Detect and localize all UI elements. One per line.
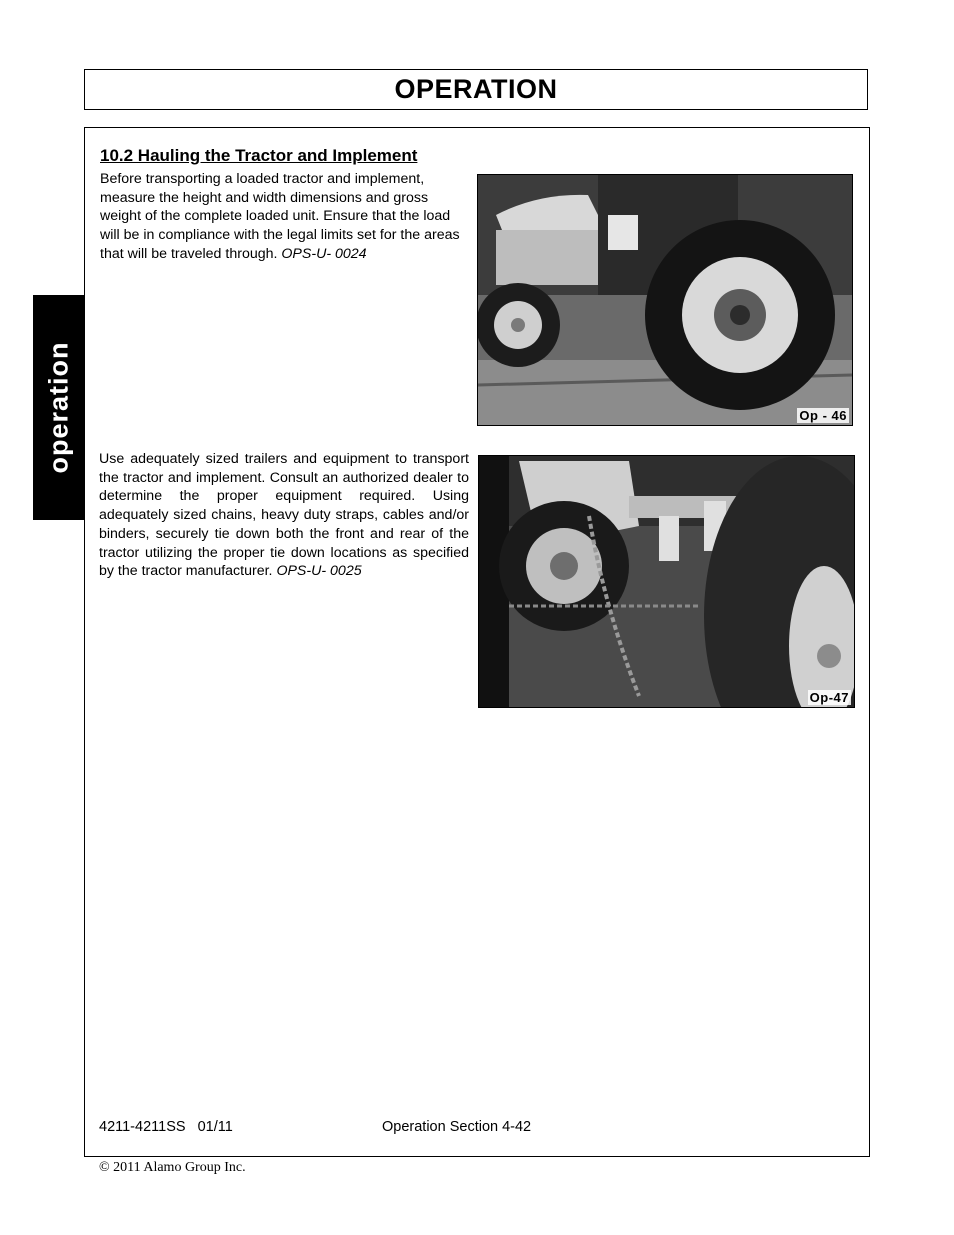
figure-label: Op-47: [809, 690, 849, 705]
tie-down-photo-illustration: [479, 456, 854, 707]
side-tab: [33, 295, 84, 520]
side-tab-label: operation: [43, 341, 74, 474]
reference-code: OPS-U- 0024: [281, 245, 367, 262]
paragraph-text: Use adequately sized trailers and equipment to transport the tractor and implement. Consult an authorized dealer to determine the proper equipment required. Using adequately sized chains, heavy duty straps, cables and/or binders, securely tie down both the front and rear of the tractor utilizing the proper tie down locations as specified by the tractor manufacturer.: [99, 451, 469, 580]
page-title: OPERATION: [394, 74, 558, 104]
tractor-photo-illustration: [478, 175, 852, 425]
copyright-notice: © 2011 Alamo Group Inc.: [99, 1160, 246, 1175]
header-box: [84, 69, 868, 110]
section-heading: 10.2 Hauling the Tractor and Implement: [100, 146, 418, 165]
footer-page-number: Operation Section 4-42: [382, 1119, 532, 1135]
footer-model-date: 4211-4211SS 01/11: [99, 1119, 233, 1135]
paragraph-text: Before transporting a loaded tractor and implement, measure the height and width dimensions and gross weight of the complete loaded unit. Ensure that the load will be in compliance with the legal limits set for the areas that will be traveled through.: [100, 171, 460, 262]
figure-label: Op - 46: [799, 408, 847, 423]
reference-code: OPS-U- 0025: [276, 563, 362, 580]
paragraph-trailers-tie-down: [99, 450, 469, 581]
photo-chain-tie-down: [478, 455, 855, 708]
paragraph-transport-dimensions: [100, 170, 462, 264]
photo-tractor-on-trailer: [477, 174, 853, 426]
